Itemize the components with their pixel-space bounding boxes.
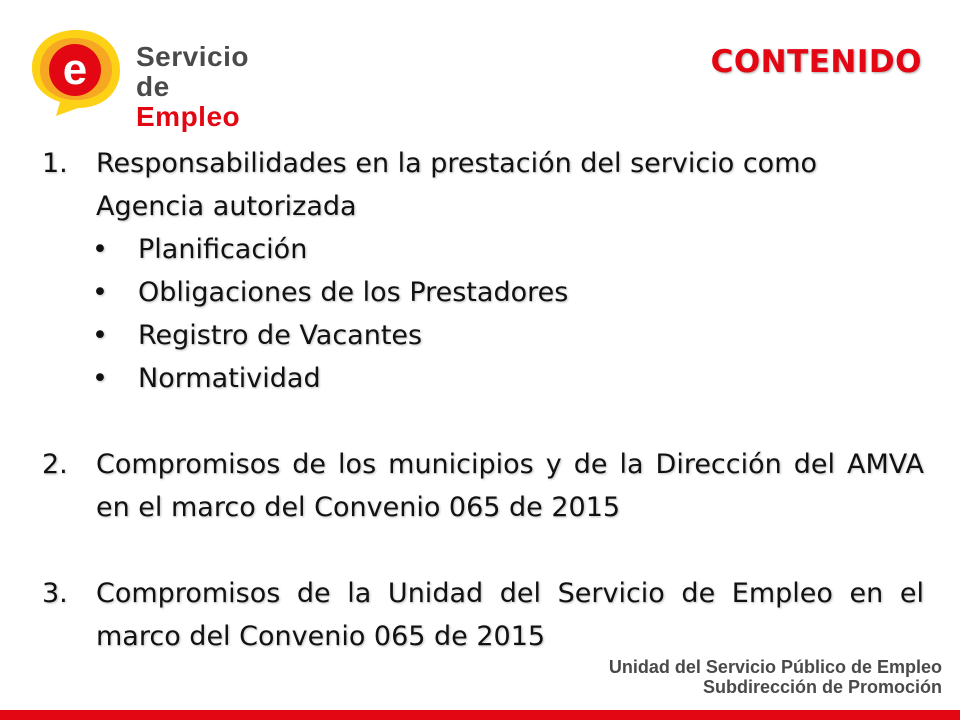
bullet-text: Obligaciones de los Prestadores xyxy=(138,277,569,308)
logo-e-icon xyxy=(26,26,126,118)
bottom-accent-bar xyxy=(0,710,960,720)
list-item xyxy=(42,572,924,658)
item-text: Responsabilidades en la prestación del servicio como Agencia autorizada xyxy=(96,148,818,222)
content-list xyxy=(42,142,924,658)
bullet-icon: • xyxy=(92,363,108,394)
logo-text-empleo: Empleo xyxy=(136,101,241,132)
logo-text-servicio: Servicio xyxy=(136,41,249,72)
bullet-item xyxy=(42,357,924,400)
bullet-item xyxy=(42,314,924,357)
sub-bullet-list xyxy=(42,228,924,400)
bullet-text: Planificación xyxy=(138,234,308,265)
bullet-text: Registro de Vacantes xyxy=(138,320,423,351)
list-item xyxy=(42,142,924,228)
list-item xyxy=(42,443,924,529)
footer-unit-name: Unidad del Servicio Público de Empleo xyxy=(608,657,942,677)
bullet-item xyxy=(42,271,924,314)
item-number: 1. xyxy=(42,148,68,179)
bullet-icon: • xyxy=(92,277,108,308)
logo-text-de: de xyxy=(136,71,170,102)
bullet-item xyxy=(42,228,924,271)
svg-text:e: e xyxy=(62,45,88,94)
footer-credit xyxy=(609,657,942,697)
bullet-icon: • xyxy=(92,234,108,265)
item-number: 3. xyxy=(42,578,68,609)
item-number: 2. xyxy=(42,449,68,480)
slide-title: CONTENIDO xyxy=(710,44,922,80)
item-text: Compromisos de los municipios y de la Dirección del AMVA en el marco del Convenio 065 de 2015 xyxy=(96,449,924,523)
servicio-de-empleo-logo xyxy=(26,26,256,132)
footer-subdirection: Subdirección de Promoción xyxy=(702,677,942,697)
bullet-text: Normatividad xyxy=(138,363,321,394)
item-text: Compromisos de la Unidad del Servicio de Empleo en el marco del Convenio 065 de 2015 xyxy=(96,578,924,652)
bullet-icon: • xyxy=(92,320,108,351)
